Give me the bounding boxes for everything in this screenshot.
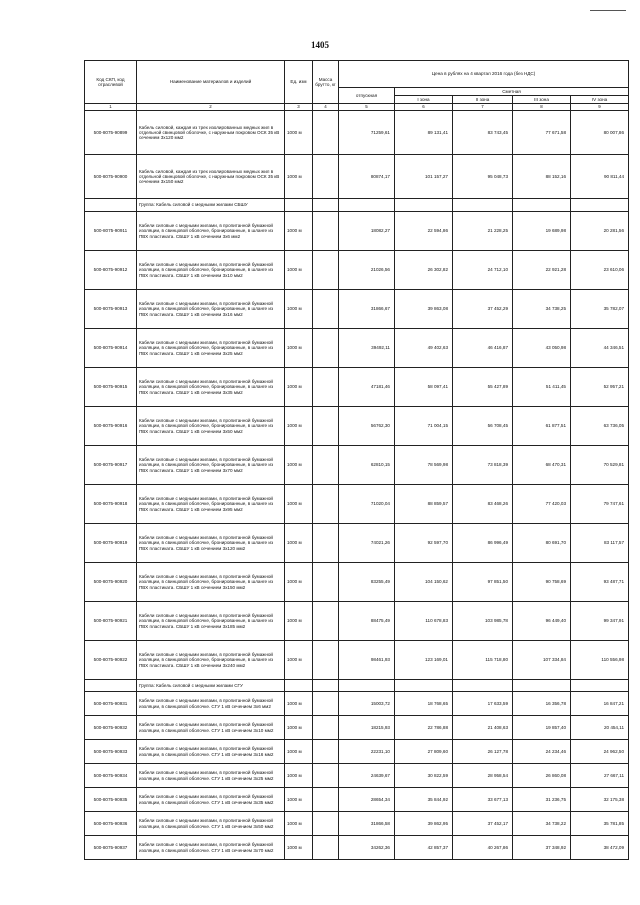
row-zone4: 83 117,57 xyxy=(571,524,629,563)
row-zone4: 70 529,81 xyxy=(571,446,629,485)
row-zone3: 51 411,45 xyxy=(513,368,571,407)
group-row xyxy=(85,199,629,212)
row-name: Кабели силовые с медными жилами, в пропитанной бумажной изоляции, в свинцовой оболочке, бронированные, в шланге из ПВХ пластиката. СБШУ 1 кВ сечением 3х16 мм2 xyxy=(137,290,285,329)
row-release: 98461,93 xyxy=(339,641,395,680)
row-mass xyxy=(313,368,339,407)
row-zone2: 37 452,29 xyxy=(453,290,513,329)
table-row xyxy=(85,602,629,641)
column-index: 6 xyxy=(395,104,453,111)
group-empty-cell xyxy=(513,199,571,212)
row-zone1: 110 678,83 xyxy=(395,602,453,641)
column-index: 9 xyxy=(571,104,629,111)
row-code: 500-8075-90935 xyxy=(85,788,137,812)
row-mass xyxy=(313,692,339,716)
row-mass xyxy=(313,485,339,524)
group-empty-cell xyxy=(313,680,339,692)
row-zone3: 31 236,75 xyxy=(513,788,571,812)
header-code: Код СКП, код отраслевой xyxy=(85,61,137,104)
header-zone4: IV зона xyxy=(571,96,629,104)
row-zone1: 26 302,82 xyxy=(395,251,453,290)
row-zone4: 38 472,09 xyxy=(571,836,629,860)
row-unit: 1000 м xyxy=(285,155,313,199)
row-zone1: 22 594,86 xyxy=(395,212,453,251)
table-row xyxy=(85,329,629,368)
row-name: Кабели силовые с медными жилами, в пропитанной бумажной изоляции, в свинцовой оболочке, бронированные, в шланге из ПВХ пластиката. СБШУ 1 кВ сечением 3х70 мм2 xyxy=(137,446,285,485)
row-code: 500-8075-90931 xyxy=(85,692,137,716)
row-name: Кабели силовые с медными жилами, в пропитанной бумажной изоляции, в свинцовой оболочке, бронированные, в шланге из ПВХ пластиката. СБШУ 1 кВ сечением 3х120 мм2 xyxy=(137,524,285,563)
row-code: 500-8075-90917 xyxy=(85,446,137,485)
row-unit: 1000 м xyxy=(285,446,313,485)
row-zone3: 96 449,40 xyxy=(513,602,571,641)
row-mass xyxy=(313,836,339,860)
row-zone4: 63 736,05 xyxy=(571,407,629,446)
row-mass xyxy=(313,764,339,788)
row-code: 500-8075-90934 xyxy=(85,764,137,788)
row-release: 47181,46 xyxy=(339,368,395,407)
row-name: Кабели силовые с медными жилами, в пропитанной бумажной изоляции, в свинцовой оболочке, бронированные, в шланге из ПВХ пластиката. СБШУ 1 кВ сечением 3х150 мм2 xyxy=(137,563,285,602)
row-name: Кабели силовые с медными жилами, в пропитанной бумажной изоляции, в свинцовой оболочке, бронированные, в шланге из ПВХ пластиката. СБШУ 1 кВ сечением 3х50 мм2 xyxy=(137,407,285,446)
row-zone3: 80 691,70 xyxy=(513,524,571,563)
row-code: 500-8075-90920 xyxy=(85,563,137,602)
table-row xyxy=(85,692,629,716)
row-zone2: 97 851,50 xyxy=(453,563,513,602)
row-release: 15003,72 xyxy=(339,692,395,716)
row-zone4: 99 347,91 xyxy=(571,602,629,641)
header-zone1: I зона xyxy=(395,96,453,104)
row-code: 500-8075-90913 xyxy=(85,290,137,329)
row-name: Кабель силовой, каждая из трех изолированных медных жил в отдельной свинцовой оболочке, с наружным покровом ОСК 35 кВ сечением 3х120 мм2 xyxy=(137,111,285,155)
row-zone2: 17 633,59 xyxy=(453,692,513,716)
table-row xyxy=(85,740,629,764)
row-zone4: 20 281,56 xyxy=(571,212,629,251)
header-unit: Ед. изм xyxy=(285,61,313,104)
row-name: Кабель силовой, каждая из трех изолированных медных жил в отдельной свинцовой оболочке, с наружным покровом ОСК 35 кВ сечением 3х150 мм2 xyxy=(137,155,285,199)
row-zone4: 35 782,07 xyxy=(571,290,629,329)
row-zone3: 77 420,03 xyxy=(513,485,571,524)
row-mass xyxy=(313,251,339,290)
row-release: 34262,36 xyxy=(339,836,395,860)
header-rule xyxy=(590,10,626,11)
group-empty-cell xyxy=(395,199,453,212)
table-row xyxy=(85,111,629,155)
row-unit: 1000 м xyxy=(285,212,313,251)
group-empty-cell xyxy=(395,680,453,692)
table-row xyxy=(85,788,629,812)
row-zone1: 92 597,70 xyxy=(395,524,453,563)
row-release: 22231,10 xyxy=(339,740,395,764)
row-release: 80874,17 xyxy=(339,155,395,199)
row-zone1: 22 786,88 xyxy=(395,716,453,740)
column-index: 2 xyxy=(137,104,285,111)
row-zone2: 21 408,63 xyxy=(453,716,513,740)
row-zone1: 78 569,98 xyxy=(395,446,453,485)
row-code: 500-8075-90937 xyxy=(85,836,137,860)
row-unit: 1000 м xyxy=(285,788,313,812)
row-mass xyxy=(313,602,339,641)
row-zone3: 24 234,46 xyxy=(513,740,571,764)
row-zone1: 49 402,63 xyxy=(395,329,453,368)
row-zone2: 83 468,26 xyxy=(453,485,513,524)
row-release: 18215,93 xyxy=(339,716,395,740)
row-mass xyxy=(313,155,339,199)
row-mass xyxy=(313,788,339,812)
row-mass xyxy=(313,524,339,563)
header-zone3: III зона xyxy=(513,96,571,104)
row-zone3: 88 152,16 xyxy=(513,155,571,199)
row-zone4: 44 346,51 xyxy=(571,329,629,368)
row-name: Кабели силовые с медными жилами, в пропитанной бумажной изоляции, в свинцовой оболочке, бронированные, в шланге из ПВХ пластиката. СБШУ 1 кВ сечением 3х95 мм2 xyxy=(137,485,285,524)
row-zone1: 42 857,37 xyxy=(395,836,453,860)
row-unit: 1000 м xyxy=(285,692,313,716)
row-release: 21026,56 xyxy=(339,251,395,290)
row-zone4: 52 957,21 xyxy=(571,368,629,407)
row-zone2: 55 427,89 xyxy=(453,368,513,407)
row-zone1: 88 859,57 xyxy=(395,485,453,524)
row-zone3: 34 738,25 xyxy=(513,290,571,329)
header-estimate: Сметная xyxy=(395,88,629,96)
row-mass xyxy=(313,329,339,368)
row-zone3: 22 921,28 xyxy=(513,251,571,290)
row-zone2: 28 958,54 xyxy=(453,764,513,788)
header-name: Наименование материалов и изделий xyxy=(137,61,285,104)
row-zone4: 80 007,86 xyxy=(571,111,629,155)
row-code: 500-8075-90921 xyxy=(85,602,137,641)
row-zone1: 104 150,62 xyxy=(395,563,453,602)
row-code: 500-8075-90933 xyxy=(85,740,137,764)
row-mass xyxy=(313,812,339,836)
group-row xyxy=(85,680,629,692)
row-zone2: 46 416,87 xyxy=(453,329,513,368)
row-name: Кабели силовые с медными жилами, в пропитанной бумажной изоляции, в свинцовой оболочке. СГУ 1 кВ сечением 3х70 мм2 xyxy=(137,836,285,860)
group-empty-cell xyxy=(571,680,629,692)
column-index: 5 xyxy=(339,104,395,111)
row-zone1: 123 169,01 xyxy=(395,641,453,680)
group-empty-cell xyxy=(285,199,313,212)
row-unit: 1000 м xyxy=(285,836,313,860)
row-zone1: 71 004,15 xyxy=(395,407,453,446)
row-mass xyxy=(313,446,339,485)
row-zone2: 73 818,39 xyxy=(453,446,513,485)
row-zone1: 39 862,95 xyxy=(395,812,453,836)
row-zone3: 34 738,22 xyxy=(513,812,571,836)
row-unit: 1000 м xyxy=(285,812,313,836)
row-mass xyxy=(313,290,339,329)
table-row xyxy=(85,212,629,251)
row-unit: 1000 м xyxy=(285,641,313,680)
row-zone2: 24 712,10 xyxy=(453,251,513,290)
row-zone4: 16 847,21 xyxy=(571,692,629,716)
row-release: 56762,30 xyxy=(339,407,395,446)
row-mass xyxy=(313,407,339,446)
header-price: Цена в рублях на 4 квартал 2016 года (без НДС) xyxy=(339,61,629,88)
row-name: Кабели силовые с медными жилами, в пропитанной бумажной изоляции, в свинцовой оболочке. СГУ 1 кВ сечением 3х10 мм2 xyxy=(137,716,285,740)
row-unit: 1000 м xyxy=(285,251,313,290)
row-zone2: 86 996,49 xyxy=(453,524,513,563)
table-row xyxy=(85,563,629,602)
row-code: 500-8075-90912 xyxy=(85,251,137,290)
row-zone4: 35 781,85 xyxy=(571,812,629,836)
row-zone3: 16 356,78 xyxy=(513,692,571,716)
row-code: 500-8075-90919 xyxy=(85,524,137,563)
row-zone4: 79 747,61 xyxy=(571,485,629,524)
column-index: 4 xyxy=(313,104,339,111)
row-zone1: 39 863,08 xyxy=(395,290,453,329)
group-empty-cell xyxy=(285,680,313,692)
table-row xyxy=(85,716,629,740)
column-index: 3 xyxy=(285,104,313,111)
row-mass xyxy=(313,716,339,740)
group-empty-cell xyxy=(571,199,629,212)
row-release: 18082,27 xyxy=(339,212,395,251)
row-name: Кабели силовые с медными жилами, в пропитанной бумажной изоляции, в свинцовой оболочке. СГУ 1 кВ сечением 3х35 мм2 xyxy=(137,788,285,812)
row-name: Кабели силовые с медными жилами, в пропитанной бумажной изоляции, в свинцовой оболочке, бронированные, в шланге из ПВХ пластиката. СБШУ 1 кВ сечением 3х35 мм2 xyxy=(137,368,285,407)
column-index: 8 xyxy=(513,104,571,111)
row-code: 500-8075-90932 xyxy=(85,716,137,740)
table-row xyxy=(85,368,629,407)
row-name: Кабели силовые с медными жилами, в пропитанной бумажной изоляции, в свинцовой оболочке. СГУ 1 кВ сечением 3х25 мм2 xyxy=(137,764,285,788)
row-code: 500-8075-90899 xyxy=(85,111,137,155)
row-mass xyxy=(313,641,339,680)
row-release: 28654,34 xyxy=(339,788,395,812)
row-name: Кабели силовые с медными жилами, в пропитанной бумажной изоляции, в свинцовой оболочке. СГУ 1 кВ сечением 3х6 мм2 xyxy=(137,692,285,716)
table-row xyxy=(85,836,629,860)
row-unit: 1000 м xyxy=(285,740,313,764)
group-name: Группа: Кабель силовой с медными жилами СБШУ xyxy=(137,199,285,212)
row-zone1: 89 131,41 xyxy=(395,111,453,155)
table-row xyxy=(85,155,629,199)
row-code: 500-8075-90911 xyxy=(85,212,137,251)
row-release: 88475,49 xyxy=(339,602,395,641)
row-release: 62810,15 xyxy=(339,446,395,485)
row-release: 31866,58 xyxy=(339,812,395,836)
row-zone3: 107 334,84 xyxy=(513,641,571,680)
row-zone4: 20 454,11 xyxy=(571,716,629,740)
group-empty-cell xyxy=(513,680,571,692)
row-zone3: 26 860,08 xyxy=(513,764,571,788)
column-index: 7 xyxy=(453,104,513,111)
header-release: отпускная xyxy=(339,88,395,104)
row-release: 74021,26 xyxy=(339,524,395,563)
row-code: 500-8075-90916 xyxy=(85,407,137,446)
group-empty-cell xyxy=(339,199,395,212)
row-zone2: 56 708,45 xyxy=(453,407,513,446)
row-zone1: 35 844,92 xyxy=(395,788,453,812)
row-unit: 1000 м xyxy=(285,563,313,602)
row-zone2: 103 985,78 xyxy=(453,602,513,641)
row-name: Кабели силовые с медными жилами, в пропитанной бумажной изоляции, в свинцовой оболочке, бронированные, в шланге из ПВХ пластиката. СБШУ 1 кВ сечением 3х6 мм2 xyxy=(137,212,285,251)
row-code: 500-8075-90922 xyxy=(85,641,137,680)
table-row xyxy=(85,251,629,290)
row-name: Кабели силовые с медными жилами, в пропитанной бумажной изоляции, в свинцовой оболочке, бронированные, в шланге из ПВХ пластиката. СБШУ 1 кВ сечением 3х25 мм2 xyxy=(137,329,285,368)
price-table xyxy=(84,60,629,860)
row-zone4: 93 487,71 xyxy=(571,563,629,602)
row-mass xyxy=(313,563,339,602)
row-unit: 1000 м xyxy=(285,716,313,740)
row-zone2: 95 048,73 xyxy=(453,155,513,199)
row-mass xyxy=(313,740,339,764)
row-code: 500-8075-90900 xyxy=(85,155,137,199)
row-zone4: 110 556,98 xyxy=(571,641,629,680)
table-row xyxy=(85,446,629,485)
row-unit: 1000 м xyxy=(285,764,313,788)
row-zone2: 26 127,78 xyxy=(453,740,513,764)
table-row xyxy=(85,641,629,680)
table-row xyxy=(85,290,629,329)
table-row xyxy=(85,485,629,524)
row-unit: 1000 м xyxy=(285,329,313,368)
row-zone3: 61 877,51 xyxy=(513,407,571,446)
row-release: 39492,11 xyxy=(339,329,395,368)
row-zone3: 37 348,92 xyxy=(513,836,571,860)
row-mass xyxy=(313,111,339,155)
row-code: 500-8075-90914 xyxy=(85,329,137,368)
row-release: 31866,67 xyxy=(339,290,395,329)
row-zone3: 68 470,31 xyxy=(513,446,571,485)
row-name: Кабели силовые с медными жилами, в пропитанной бумажной изоляции, в свинцовой оболочке. СГУ 1 кВ сечением 3х50 мм2 xyxy=(137,812,285,836)
group-empty-cell xyxy=(453,199,513,212)
row-zone3: 19 857,40 xyxy=(513,716,571,740)
row-zone4: 24 962,50 xyxy=(571,740,629,764)
row-code: 500-8075-90915 xyxy=(85,368,137,407)
group-empty-cell xyxy=(313,199,339,212)
row-zone3: 77 671,58 xyxy=(513,111,571,155)
row-zone1: 58 097,41 xyxy=(395,368,453,407)
row-release: 83255,49 xyxy=(339,563,395,602)
row-unit: 1000 м xyxy=(285,290,313,329)
row-unit: 1000 м xyxy=(285,524,313,563)
row-name: Кабели силовые с медными жилами, в пропитанной бумажной изоляции, в свинцовой оболочке, бронированные, в шланге из ПВХ пластиката. СБШУ 1 кВ сечением 3х10 мм2 xyxy=(137,251,285,290)
row-zone3: 90 758,69 xyxy=(513,563,571,602)
page-number: 1405 xyxy=(311,40,329,50)
column-index-row xyxy=(85,104,629,111)
row-zone4: 32 175,38 xyxy=(571,788,629,812)
row-name: Кабели силовые с медными жилами, в пропитанной бумажной изоляции, в свинцовой оболочке. СГУ 1 кВ сечением 3х16 мм2 xyxy=(137,740,285,764)
row-code: 500-8075-90936 xyxy=(85,812,137,836)
header-zone2: II зона xyxy=(453,96,513,104)
row-zone2: 83 743,45 xyxy=(453,111,513,155)
row-name: Кабели силовые с медными жилами, в пропитанной бумажной изоляции, в свинцовой оболочке, бронированные, в шланге из ПВХ пластиката. СБШУ 1 кВ сечением 3х240 мм2 xyxy=(137,641,285,680)
group-name: Группа: Кабель силовой с медными жилами СГУ xyxy=(137,680,285,692)
row-zone4: 90 811,44 xyxy=(571,155,629,199)
row-zone1: 101 157,27 xyxy=(395,155,453,199)
row-zone1: 18 768,65 xyxy=(395,692,453,716)
row-zone1: 30 822,59 xyxy=(395,764,453,788)
table-row xyxy=(85,524,629,563)
row-mass xyxy=(313,212,339,251)
table-row xyxy=(85,764,629,788)
row-zone2: 21 228,25 xyxy=(453,212,513,251)
row-zone2: 115 718,80 xyxy=(453,641,513,680)
table-row xyxy=(85,407,629,446)
row-zone2: 37 452,17 xyxy=(453,812,513,836)
row-release: 71020,04 xyxy=(339,485,395,524)
row-zone4: 27 667,11 xyxy=(571,764,629,788)
row-zone4: 23 610,06 xyxy=(571,251,629,290)
row-unit: 1000 м xyxy=(285,407,313,446)
group-empty-cell xyxy=(339,680,395,692)
group-code-cell xyxy=(85,199,137,212)
row-code: 500-8075-90918 xyxy=(85,485,137,524)
row-unit: 1000 м xyxy=(285,485,313,524)
row-zone2: 40 267,86 xyxy=(453,836,513,860)
row-zone2: 33 677,13 xyxy=(453,788,513,812)
table-row xyxy=(85,812,629,836)
row-unit: 1000 м xyxy=(285,368,313,407)
row-zone3: 19 689,98 xyxy=(513,212,571,251)
row-unit: 1000 м xyxy=(285,111,313,155)
row-release: 71259,61 xyxy=(339,111,395,155)
row-unit: 1000 м xyxy=(285,602,313,641)
row-zone3: 43 050,98 xyxy=(513,329,571,368)
row-release: 24639,67 xyxy=(339,764,395,788)
row-zone1: 27 809,60 xyxy=(395,740,453,764)
column-index: 1 xyxy=(85,104,137,111)
row-name: Кабели силовые с медными жилами, в пропитанной бумажной изоляции, в свинцовой оболочке, бронированные, в шланге из ПВХ пластиката. СБШУ 1 кВ сечением 3х185 мм2 xyxy=(137,602,285,641)
group-code-cell xyxy=(85,680,137,692)
header-mass: Масса брутто, кг xyxy=(313,61,339,104)
group-empty-cell xyxy=(453,680,513,692)
